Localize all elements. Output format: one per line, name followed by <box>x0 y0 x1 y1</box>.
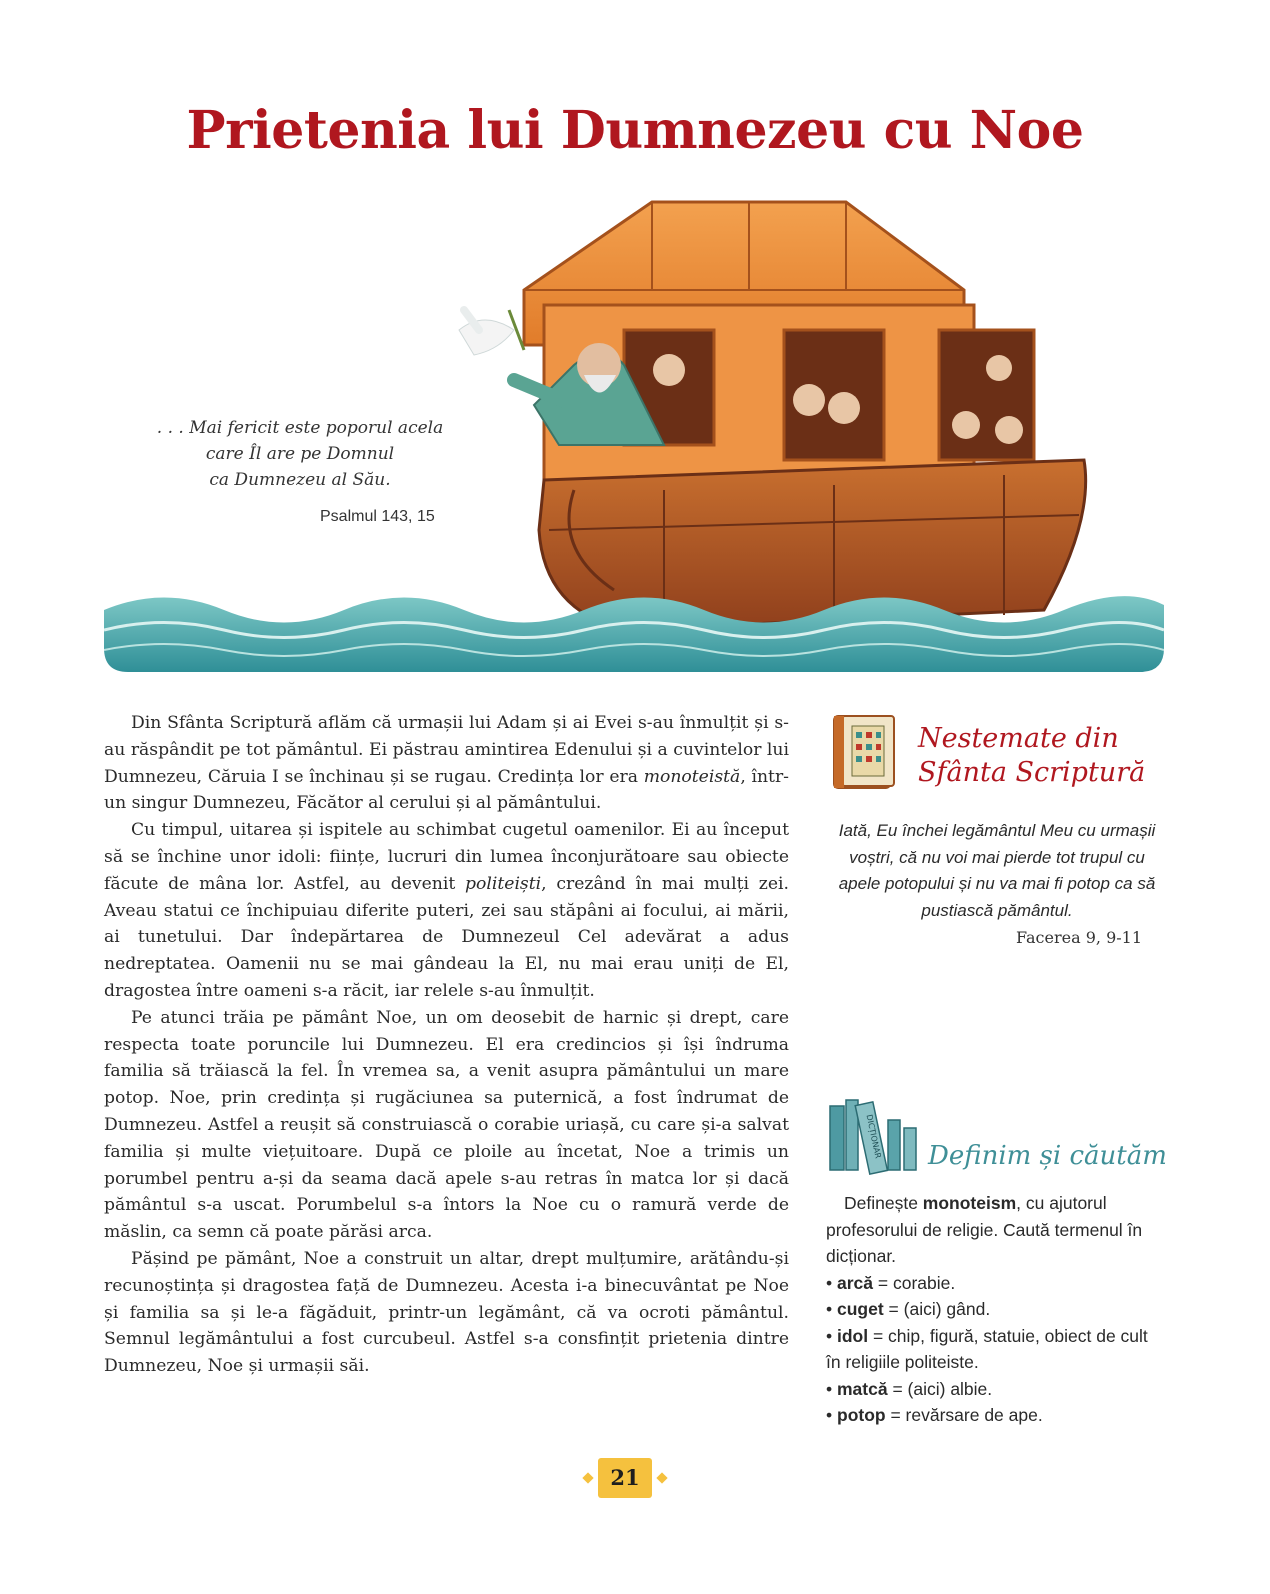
paragraph <box>104 710 789 817</box>
psalm-quote <box>150 415 450 493</box>
glossary-definition: = (aici) albie. <box>887 1378 993 1399</box>
define-intro <box>826 1190 1156 1270</box>
emphasis-term: politeiști <box>465 873 542 894</box>
define-term: monoteism <box>922 1193 1017 1213</box>
decorative-dot <box>656 1472 667 1483</box>
glossary-definition: = chip, figură, statuie, obiect de cult în religiile politeiste. <box>826 1325 1148 1372</box>
dictionary-books-icon <box>828 1096 924 1176</box>
book-icon <box>830 710 902 792</box>
main-text <box>104 710 789 1380</box>
sidebar-reference: Facerea 9, 9-11 <box>1016 928 1143 947</box>
text-run: Definește <box>844 1193 923 1213</box>
define-section <box>826 1190 1156 1429</box>
text-run: , cu ajutorul profesorului de religie. Caută termenul în dicționar. <box>826 1193 1143 1266</box>
glossary-definition: = corabie. <box>873 1272 956 1293</box>
quote-line: ca Dumnezeu al Său. <box>209 470 391 490</box>
page-number: 21 <box>598 1458 652 1498</box>
text-run: Din Sfânta Scriptură aflăm că urmașii lui Adam și ai Evei s-au înmulțit și s-au răspândit pe tot pământul. Ei păstrau amintirea Edenului și a cuvintelor lui Dumnezeu, Căruia I se închinau și se rugau. Credința lor era <box>104 713 789 787</box>
glossary-term: idol <box>837 1325 869 1346</box>
text-run: Cu timpul, uitarea și ispitele au schimbat cugetul oamenilor. Ei au început să se închine unor idoli: ființe, lucruri din lumea înconjurătoare sau obiecte făcute de mâna lor. Astfel, au devenit <box>104 820 789 894</box>
define-title: Definim și căutăm <box>928 1141 1167 1171</box>
dictionary-label: DICȚIONAR <box>864 1113 883 1160</box>
glossary-item: • potop = revărsare de ape. <box>826 1405 1043 1425</box>
glossary-definition: = (aici) gând. <box>883 1299 991 1319</box>
glossary-term: arcă <box>837 1272 874 1293</box>
dove <box>459 320 514 355</box>
glossary-item: • arcă = corabie. <box>826 1272 956 1293</box>
emphasis-term: monoteistă <box>643 766 741 787</box>
page-title: Prietenia lui Dumnezeu cu Noe <box>186 100 1084 161</box>
quote-line: . . . Mai fericit este poporul acela <box>156 418 444 438</box>
glossary-term: matcă <box>837 1378 888 1399</box>
glossary-term: cuget <box>837 1299 884 1319</box>
glossary-item: • cuget = (aici) gând. <box>826 1299 991 1319</box>
sidebar-title-line1: Nestemate din <box>918 723 1119 754</box>
decorative-dot <box>582 1472 593 1483</box>
glossary-item: • matcă = (aici) albie. <box>826 1378 993 1399</box>
page-number-badge <box>582 1458 668 1498</box>
text-run: , crezând în mai mulți zei. Aveau statui ce închipuiau diferite puteri, zei sau stăpâni ai focului, ai mării, ai tunetului. Dar îndepărtarea de Dumnezeul Cel adevărat a adus nedreptatea. Oamenii nu se mai gândeau la El, nu mai erau uniți de El, dragostea între oameni s-a răcit, iar relele s-au înmulțit. <box>104 873 789 1001</box>
sidebar-verse: Iată, Eu închei legământul Meu cu urmașii voștri, că nu voi mai pierde tot trupul cu apele potopului și nu va mai fi potop ca să pustiască pământul. <box>838 821 1156 920</box>
text-run: , într-un singur Dumnezeu, Făcător al cerului și al pământului. <box>104 766 789 814</box>
glossary-definition: = revărsare de ape. <box>885 1405 1043 1425</box>
glossary-term: potop <box>837 1405 886 1425</box>
sidebar-title-line2: Sfânta Scriptură <box>918 757 1146 788</box>
ark-window <box>939 330 1034 460</box>
quote-line: care Îl are pe Domnul <box>205 444 395 464</box>
paragraph <box>104 817 789 1005</box>
quote-reference: Psalmul 143, 15 <box>320 508 435 525</box>
paragraph: Pășind pe pământ, Noe a construit un altar, drept mulțumire, arătându-și recunoștința și dragostea față de Dumnezeu. Acesta i-a binecuvântat pe Noe și familia sa și le-a făgăduit, printr-un legământ, că va ocroti pământul. Semnul legământului a fost curcubeul. Astfel s-a consfințit prietenia dintre Dumnezeu, Noe și urmașii săi. <box>104 1248 789 1377</box>
glossary-item: • idol = chip, figură, statuie, obiect de cult în religiile politeiste. <box>826 1325 1148 1372</box>
paragraph: Pe atunci trăia pe pământ Noe, un om deosebit de harnic și drept, care respecta toate poruncile lui Dumnezeu. El era credincios și își îndruma familia să trăiască la fel. În vremea sa, a venit asupra pământului un mare potop. Noe, prin credința și rugăciunea sa puternică, a fost îndrumat de Dumnezeu. Astfel a reușit să construiască o corabie uriașă, cu care și-a salvat familia și multe viețuitoare. După ce ploile au încetat, Noe a trimis un porumbel pentru a-și da seama dacă apele s-au retras în matca lor și dacă pământul s-a uscat. Porumbelul s-a întors la Noe cu o ramură verde de măslin, ca semn că poate părăsi arca. <box>104 1007 789 1243</box>
